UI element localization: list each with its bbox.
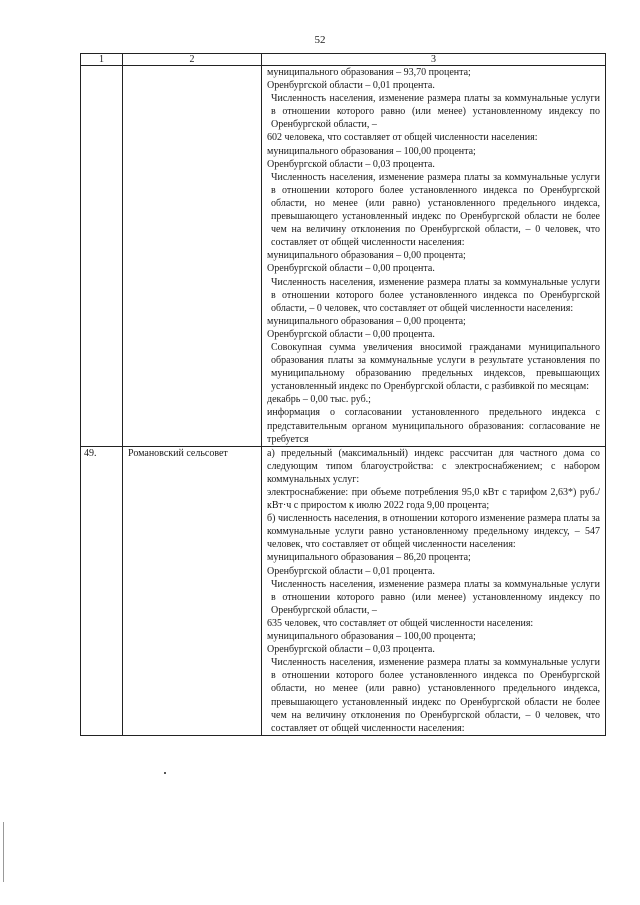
paragraph: Численность населения, изменение размера платы за коммунальные услуги в отношении которого более установленного индекса по Оренбургской области, но менее (или равно) установленного предельного индекса, превышающего установленный индекс по Оренбургской области не более чем на величину отклонения по Оренбургской области, – 0 человек, что составляет от общей численности населения: — [271, 657, 600, 734]
column-header: 1 — [81, 54, 123, 66]
paragraph: Оренбургской области – 0,03 процента. — [267, 644, 435, 656]
index-description — [262, 66, 606, 447]
row-number — [81, 66, 123, 447]
paragraph: информация о согласовании установленного предельного индекса с представительным органом муниципального образования: согласование не требуется — [267, 407, 600, 445]
paragraph: муниципального образования – 0,00 процента; — [267, 250, 466, 262]
column-header: 3 — [262, 54, 606, 66]
paragraph: Численность населения, изменение размера платы за коммунальные услуги в отношении которого равно (или менее) установленному индексу по Оренбургской области, – — [271, 578, 600, 616]
table-row — [81, 66, 606, 447]
table-row — [81, 446, 606, 735]
table-header-row — [81, 54, 606, 66]
paragraph: Оренбургской области – 0,01 процента. — [267, 80, 435, 92]
paragraph: Оренбургской области – 0,03 процента. — [267, 158, 435, 170]
municipality-name: Романовский сельсовет — [123, 446, 262, 735]
row-number: 49. — [81, 446, 123, 735]
index-description — [262, 446, 606, 735]
page-number: 52 — [314, 34, 326, 46]
paragraph: Совокупная сумма увеличения вносимой гражданами муниципального образования платы за коммунальные услуги в результате установления по муниципальному образованию предельных индексов, превышающих установленный индекс по Оренбургской области, с разбивкой по месяцам: — [271, 341, 600, 393]
paragraph: муниципального образования – 93,70 процента; — [267, 67, 471, 78]
paragraph: а) предельный (максимальный) индекс рассчитан для частного дома со следующим типом благоустройства: с электроснабжением; с набором коммунальных услуг: — [267, 447, 600, 485]
scan-edge-mark — [3, 822, 4, 882]
paragraph: Численность населения, изменение размера платы за коммунальные услуги в отношении которого более установленного индекса по Оренбургской области, но менее (или равно) установленного предельного индекса, превышающего установленный индекс по Оренбургской области не более чем на величину отклонения по Оренбургской области, – 0 человек, что составляет от общей численности населения: — [271, 171, 600, 249]
paragraph: б) численность населения, в отношении которого изменение размера платы за коммунальные услуги равно установленному предельному индексу, – 547 человек, что составляет от общей численности населения: — [267, 513, 600, 551]
paragraph: муниципального образования – 100,00 процента; — [267, 631, 476, 643]
municipality-name — [123, 66, 262, 447]
data-table — [80, 53, 606, 736]
paragraph: муниципального образования – 0,00 процента; — [267, 315, 466, 327]
paragraph: Численность населения, изменение размера платы за коммунальные услуги в отношении которого более установленного индекса по Оренбургской области, – 0 человек, что составляет от общей численности населения: — [271, 276, 600, 314]
paragraph: 635 человек, что составляет от общей численности населения: — [267, 617, 534, 629]
paragraph: Оренбургской области – 0,00 процента. — [267, 328, 435, 340]
paragraph: декабрь – 0,00 тыс. руб.; — [267, 394, 371, 406]
paragraph: Оренбургской области – 0,01 процента. — [267, 565, 435, 577]
paragraph: электроснабжение: при объеме потребления 95,0 кВт с тарифом 2,63*) руб./кВт·ч с приростом к июлю 2022 года 9,00 процента; — [267, 487, 600, 512]
stray-mark — [164, 772, 166, 774]
paragraph: Оренбургской области – 0,00 процента. — [267, 263, 435, 275]
paragraph: муниципального образования – 100,00 процента; — [267, 145, 476, 157]
paragraph: Численность населения, изменение размера платы за коммунальные услуги в отношении которого равно (или менее) установленному индексу по Оренбургской области, – — [271, 93, 600, 131]
paragraph: 602 человека, что составляет от общей численности населения: — [267, 132, 538, 144]
column-header: 2 — [123, 54, 262, 66]
paragraph: муниципального образования – 86,20 процента; — [267, 552, 471, 564]
